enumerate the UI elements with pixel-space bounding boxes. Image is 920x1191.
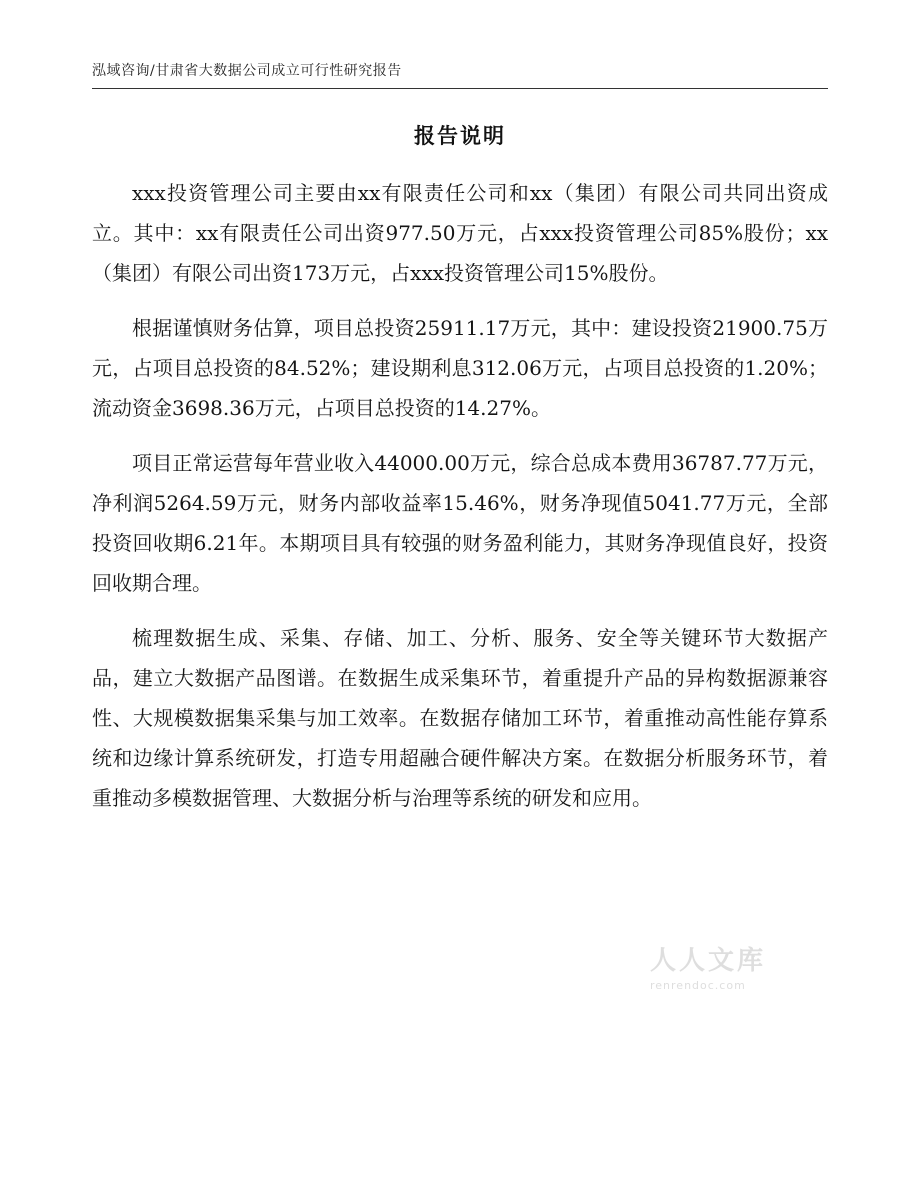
document-body	[92, 173, 828, 833]
watermark-logo	[650, 940, 820, 1000]
paragraph-big-data-products: 梳理数据生成、采集、存储、加工、分析、服务、安全等关键环节大数据产品，建立大数据产品图谱。在数据生成采集环节，着重提升产品的异构数据源兼容性、大规模数据集采集与加工效率。在数据存储加工环节，着重推动高性能存算系统和边缘计算系统研发，打造专用超融合硬件解决方案。在数据分析服务环节，着重推动多模数据管理、大数据分析与治理等系统的研发和应用。	[92, 626, 828, 810]
watermark-subtext: renrendoc.com	[650, 979, 746, 992]
paragraph-ownership: xxx投资管理公司主要由xx有限责任公司和xx（集团）有限公司共同出资成立。其中：xx有限责任公司出资977.50万元，占xxx投资管理公司85%股份；xx（集团）有限公司出资173万元，占xxx投资管理公司15%股份。	[92, 181, 828, 285]
paragraph-investment: 根据谨慎财务估算，项目总投资25911.17万元，其中：建设投资21900.75万元，占项目总投资的84.52%；建设期利息312.06万元，占项目总投资的1.20%；流动资金3698.36万元，占项目总投资的14.27%。	[92, 316, 828, 420]
document-title: 报告说明	[414, 123, 506, 148]
watermark-text: 人人文库	[650, 946, 767, 976]
paragraph-financials: 项目正常运营每年营业收入44000.00万元，综合总成本费用36787.77万元，净利润5264.59万元，财务内部收益率15.46%，财务净现值5041.77万元，全部投资回收期6.21年。本期项目具有较强的财务盈利能力，其财务净现值良好，投资回收期合理。	[92, 451, 828, 595]
running-header: 泓域咨询/甘肃省大数据公司成立可行性研究报告	[92, 60, 828, 89]
